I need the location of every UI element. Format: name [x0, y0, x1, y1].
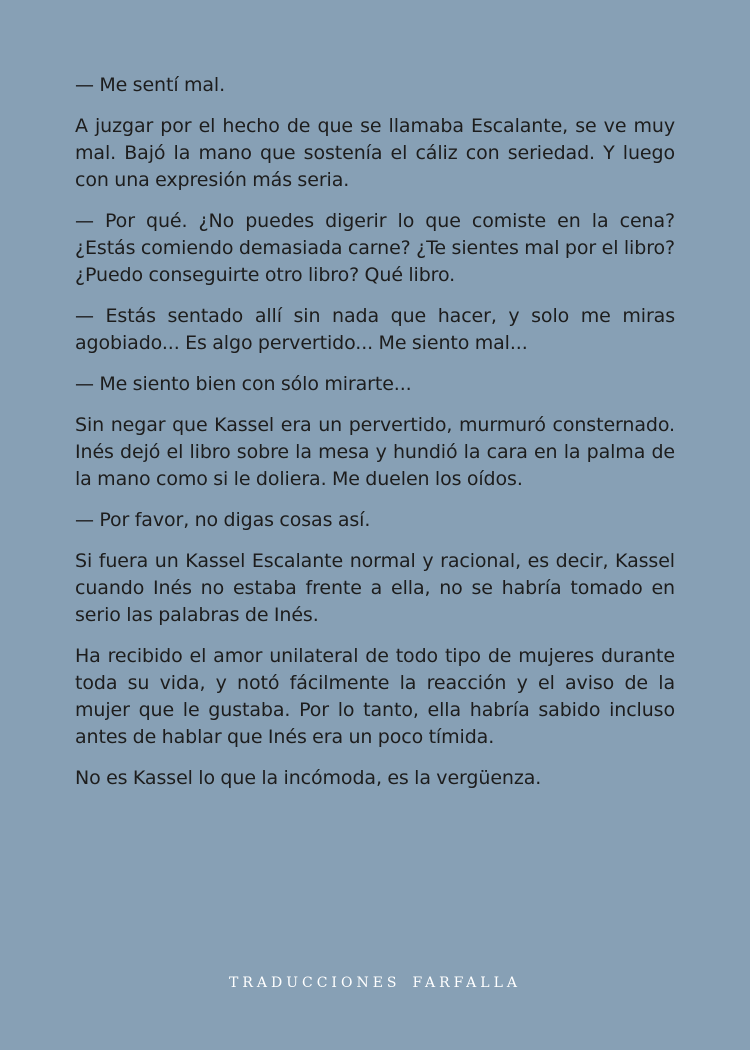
footer-credit	[0, 975, 750, 991]
paragraph-5: — Me siento bien con sólo mirarte...	[75, 373, 412, 395]
paragraph-10: No es Kassel lo que la incómoda, es la vergüenza.	[75, 767, 542, 789]
paragraph-8: Si fuera un Kassel Escalante normal y racional, es decir, Kassel cuando Inés no estaba frente a ella, no se habría tomado en serio las palabras de Inés.	[75, 550, 675, 626]
paragraph-3: — Por qué. ¿No puedes digerir lo que comiste en la cena? ¿Estás comiendo demasiada carne? ¿Te sientes mal por el libro? ¿Puedo conseguirte otro libro? Qué libro.	[75, 210, 675, 286]
paragraph-9: Ha recibido el amor unilateral de todo tipo de mujeres durante toda su vida, y notó fácilmente la reacción y el aviso de la mujer que le gustaba. Por lo tanto, ella habría sabido incluso antes de hablar que Inés era un poco tímida.	[75, 645, 675, 748]
paragraph-7: — Por favor, no digas cosas así.	[75, 509, 371, 531]
page-body	[75, 72, 675, 806]
paragraph-4: — Estás sentado allí sin nada que hacer, y solo me miras agobiado... Es algo pervertido... Me siento mal...	[75, 305, 675, 354]
paragraph-6: Sin negar que Kassel era un pervertido, murmuró consternado. Inés dejó el libro sobre la mesa y hundió la cara en la palma de la mano como si le doliera. Me duelen los oídos.	[75, 414, 675, 490]
footer-word-1: TRADUCCIONES	[229, 975, 401, 991]
paragraph-1: — Me sentí mal.	[75, 74, 226, 96]
paragraph-2: A juzgar por el hecho de que se llamaba Escalante, se ve muy mal. Bajó la mano que sostenía el cáliz con seriedad. Y luego con una expresión más seria.	[75, 115, 675, 191]
footer-word-2: FARFALLA	[412, 975, 521, 991]
